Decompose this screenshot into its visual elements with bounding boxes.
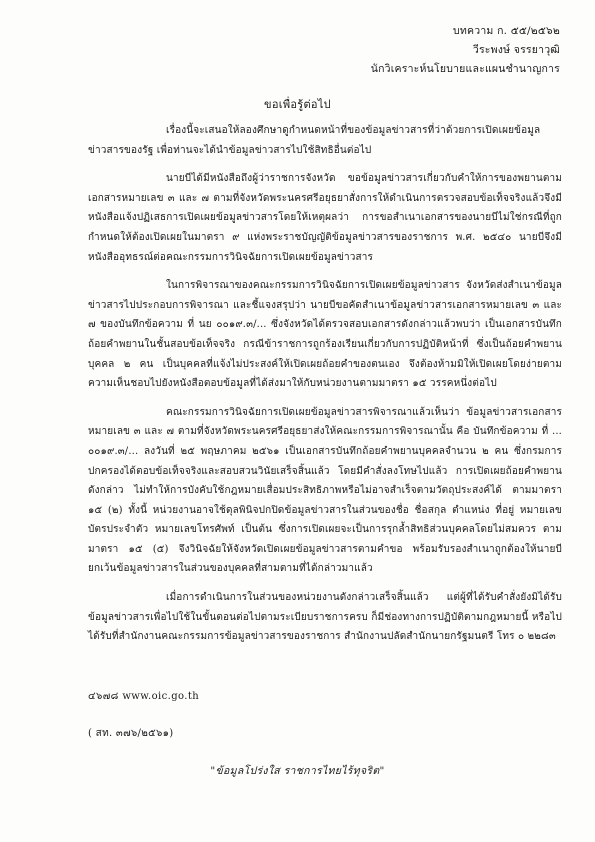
paragraph-closing: เมื่อการดำเนินการในส่วนของหน่วยงานดังกล่าวเสร็จสิ้นแล้ว แต่ผู้ที่ได้รับคำสั่งยังมิได้รับข้อมูลข่าวสารเพื่อไปใช้ในขั้นตอนต่อไปตามระเบียบราชการครบ ก็มีช่องทางการปฏิบัติตามกฎหมายนี้ หรือไปได้รับที่สำนักงานคณะกรรมการข้อมูลข่าวสารของราชการ สำนักงานปลัดสำนักนายกรัฐมนตรี โทร ๐ ๒๒๘๓ — [88, 592, 562, 643]
author-name: วีระพงษ์ จรรยาวุฒิ — [472, 44, 560, 56]
author-block — [371, 22, 560, 79]
article-number: บทความ ก. ๕๕/๒๕๖๒ — [453, 25, 560, 37]
slogan: "ข้อมูลโปร่งใส ราชการไทยไร้ทุจริต" — [210, 765, 385, 777]
paragraph-intro: เรื่องนี้จะเสนอให้ลองศึกษาดูกำหนดหน้าที่ของข้อมูลข่าวสารที่ว่าด้วยการเปิดเผยข้อมูลข่าวสารของรัฐ เพื่อท่านจะได้นำข้อมูลข่าวสารไปใช้สิทธิอื่นต่อไป — [88, 125, 541, 156]
document-title: ขอเพื่อรู้ต่อไป — [264, 98, 331, 111]
reference-number: ( สท. ๓๗๖/๒๕๖๑) — [88, 728, 174, 739]
paragraph-consideration: ในการพิจารณาของคณะกรรมการวินิจฉัยการเปิดเผยข้อมูลข่าวสาร จังหวัดส่งสำเนาข้อมูลข่าวสารไปประกอบการพิจารณา และชี้แจงสรุปว่า นายบีขอคัดสำเนาข้อมูลข่าวสารเอกสารหมายเลข ๓ และ ๗ ของบันทึกข้อความ ที่ นย ๐๐๑๙.๓/... ซึ่งจังหวัดได้ตรวจสอบเอกสารดังกล่าวแล้วพบว่า เป็นเอกสารบันทึกถ้อยคำพยานในชั้นสอบข้อเท็จจริง กรณีข้าราชการถูกร้องเรียนเกี่ยวกับการปฏิบัติหน้าที่ ซึ่งเป็นถ้อยคำพยานบุคคล ๒ คน เป็นบุคคลที่แจ้งไม่ประสงค์ให้เปิดเผยถ้อยคำของตนเอง จึงต้องห้ามมิให้เปิดเผยโดยง่ายตามความเห็นชอบไปยังหนังสือตอบข้อมูลที่ได้ส่งมาให้กับหน่วยงานตามมาตรา ๑๕ วรรคหนึ่งต่อไป — [88, 280, 562, 390]
paragraph-request: นายบีได้มีหนังสือถึงผู้ว่าราชการจังหวัด ขอข้อมูลข่าวสารเกี่ยวกับคำให้การของพยานตามเอกสารหมายเลข ๓ และ ๗ ตามที่จังหวัดพระนครศรีอยุธยาสั่งการให้ดำเนินการตรวจสอบข้อเท็จจริงแล้วจึงมีหนังสือแจ้งปฏิเสธการเปิดเผยข้อมูลข่าวสารโดยให้เหตุผลว่า การขอสำเนาเอกสารของนายบีไม่ใช่กรณีที่ถูกกำหนดให้ต้องเปิดเผยในมาตรา ๙ แห่งพระราชบัญญัติข้อมูลข่าวสารของราชการ พ.ศ. ๒๕๔๐ นายบีจึงมีหนังสืออุทธรณ์ต่อคณะกรรมการวินิจฉัยการเปิดเผยข้อมูลข่าวสาร — [88, 173, 562, 263]
paragraph-decision: คณะกรรมการวินิจฉัยการเปิดเผยข้อมูลข่าวสารพิจารณาแล้วเห็นว่า ข้อมูลข่าวสารเอกสารหมายเลข ๓ และ ๗ ตามที่จังหวัดพระนครศรีอยุธยาส่งให้คณะกรรมการพิจารณานั้น คือ บันทึกข้อความ ที่ ... ๐๐๑๙.๓/... ลงวันที่ ๒๕ พฤษภาคม ๒๕๖๑ เป็นเอกสารบันทึกถ้อยคำพยานบุคคลจำนวน ๒ คน ซึ่งกรมการปกครองได้ตอบข้อเท็จจริงและสอบสวนวินัยเสร็จสิ้นแล้ว โดยมีคำสั่งลงโทษไปแล้ว การเปิดเผยถ้อยคำพยานดังกล่าว ไม่ทำให้การบังคับใช้กฎหมายเสื่อมประสิทธิภาพหรือไม่อาจสำเร็จตามวัตถุประสงค์ได้ ตามมาตรา ๑๕ (๒) ทั้งนี้ หน่วยงานอาจใช้ดุลพินิจปกปิดข้อมูลข่าวสารในส่วนของชื่อ ชื่อสกุล ตำแหน่ง ที่อยู่ หมายเลขบัตรประจำตัว หมายเลขโทรศัพท์ เป็นต้น ซึ่งการเปิดเผยจะเป็นการรุกล้ำสิทธิส่วนบุคคลโดยไม่สมควร ตามมาตรา ๑๕ (๕) จึงวินิจฉัยให้จังหวัดเปิดเผยข้อมูลข่าวสารตามคำขอ พร้อมรับรองสำเนาถูกต้องให้นายบี ยกเว้นข้อมูลข่าวสารในส่วนของบุคคลที่สามตามที่ได้กล่าวมาแล้ว — [88, 406, 562, 575]
contact-line: ๔๖๗๘ www.oic.go.th — [88, 691, 200, 702]
document-body — [88, 121, 562, 656]
author-position: นักวิเคราะห์นโยบายและแผนชำนาญการ — [370, 63, 560, 75]
